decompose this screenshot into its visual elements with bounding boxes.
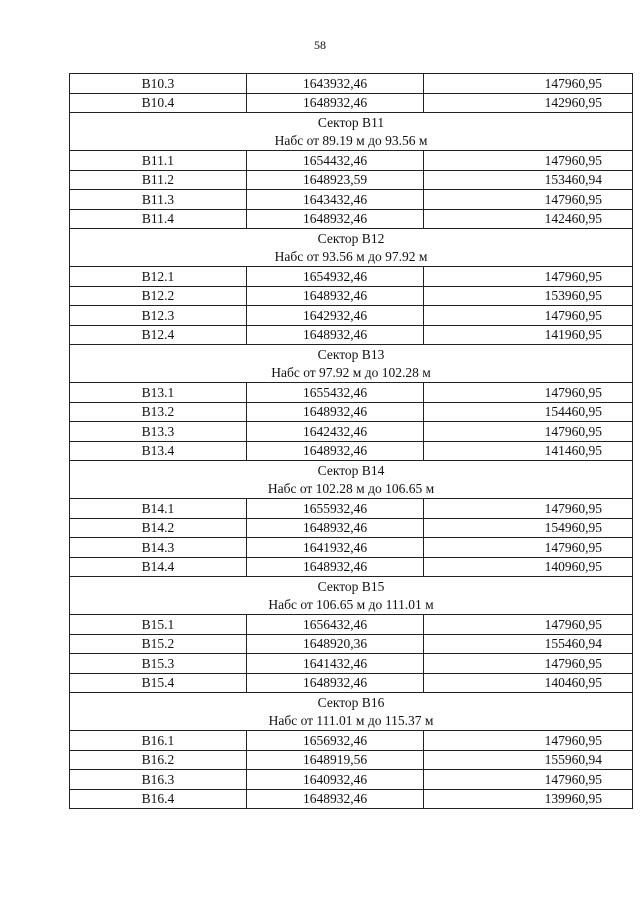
y-coordinate-cell: 141460,95 bbox=[424, 441, 633, 461]
y-coordinate-cell: 153460,94 bbox=[424, 170, 633, 190]
y-coordinate-cell: 147960,95 bbox=[424, 383, 633, 403]
sector-height-range: Набс от 89.19 м до 93.56 м bbox=[70, 132, 633, 151]
y-coordinate-cell: 147960,95 bbox=[424, 615, 633, 635]
point-name-cell: В13.3 bbox=[70, 422, 247, 442]
x-coordinate-cell: 1648932,46 bbox=[247, 402, 424, 422]
table-row bbox=[70, 673, 633, 693]
x-coordinate-cell: 1648932,46 bbox=[247, 673, 424, 693]
x-coordinate-cell: 1642432,46 bbox=[247, 422, 424, 442]
table-row bbox=[70, 151, 633, 171]
table-row bbox=[70, 383, 633, 403]
sector-title: Сектор В15 bbox=[70, 577, 633, 596]
point-name-cell: В12.3 bbox=[70, 306, 247, 326]
y-coordinate-cell: 155960,94 bbox=[424, 750, 633, 770]
x-coordinate-cell: 1654432,46 bbox=[247, 151, 424, 171]
x-coordinate-cell: 1656432,46 bbox=[247, 615, 424, 635]
table-row bbox=[70, 74, 633, 94]
table-row bbox=[70, 770, 633, 790]
table-row bbox=[70, 306, 633, 326]
y-coordinate-cell: 147960,95 bbox=[424, 538, 633, 558]
point-name-cell: В14.1 bbox=[70, 499, 247, 519]
table-row bbox=[70, 422, 633, 442]
point-name-cell: В15.2 bbox=[70, 634, 247, 654]
y-coordinate-cell: 155460,94 bbox=[424, 634, 633, 654]
sector-title-row bbox=[70, 577, 633, 596]
y-coordinate-cell: 147960,95 bbox=[424, 654, 633, 674]
x-coordinate-cell: 1648932,46 bbox=[247, 93, 424, 113]
point-name-cell: В16.4 bbox=[70, 789, 247, 809]
sector-title: Сектор В12 bbox=[70, 229, 633, 248]
table-row bbox=[70, 557, 633, 577]
y-coordinate-cell: 139960,95 bbox=[424, 789, 633, 809]
y-coordinate-cell: 147960,95 bbox=[424, 770, 633, 790]
y-coordinate-cell: 147960,95 bbox=[424, 306, 633, 326]
table-row bbox=[70, 634, 633, 654]
x-coordinate-cell: 1641932,46 bbox=[247, 538, 424, 558]
sector-height-range: Набс от 106.65 м до 111.01 м bbox=[70, 596, 633, 615]
y-coordinate-cell: 142960,95 bbox=[424, 93, 633, 113]
point-name-cell: В10.4 bbox=[70, 93, 247, 113]
point-name-cell: В15.3 bbox=[70, 654, 247, 674]
y-coordinate-cell: 147960,95 bbox=[424, 74, 633, 94]
y-coordinate-cell: 153960,95 bbox=[424, 286, 633, 306]
y-coordinate-cell: 147960,95 bbox=[424, 731, 633, 751]
y-coordinate-cell: 147960,95 bbox=[424, 267, 633, 287]
coordinates-table-body bbox=[70, 74, 633, 809]
table-row bbox=[70, 615, 633, 635]
x-coordinate-cell: 1648932,46 bbox=[247, 557, 424, 577]
sector-height-range: Набс от 97.92 м до 102.28 м bbox=[70, 364, 633, 383]
sector-range-row bbox=[70, 712, 633, 731]
point-name-cell: В16.1 bbox=[70, 731, 247, 751]
table-row bbox=[70, 93, 633, 113]
sector-title: Сектор В16 bbox=[70, 693, 633, 712]
x-coordinate-cell: 1648920,36 bbox=[247, 634, 424, 654]
point-name-cell: В10.3 bbox=[70, 74, 247, 94]
table-row bbox=[70, 789, 633, 809]
table-row bbox=[70, 209, 633, 229]
point-name-cell: В14.4 bbox=[70, 557, 247, 577]
x-coordinate-cell: 1643432,46 bbox=[247, 190, 424, 210]
sector-range-row bbox=[70, 132, 633, 151]
point-name-cell: В13.1 bbox=[70, 383, 247, 403]
sector-height-range: Набс от 102.28 м до 106.65 м bbox=[70, 480, 633, 499]
x-coordinate-cell: 1648919,56 bbox=[247, 750, 424, 770]
page-number: 58 bbox=[314, 38, 326, 52]
table-row bbox=[70, 750, 633, 770]
x-coordinate-cell: 1656932,46 bbox=[247, 731, 424, 751]
sector-range-row bbox=[70, 248, 633, 267]
point-name-cell: В13.4 bbox=[70, 441, 247, 461]
table-row bbox=[70, 499, 633, 519]
point-name-cell: В15.4 bbox=[70, 673, 247, 693]
x-coordinate-cell: 1643932,46 bbox=[247, 74, 424, 94]
coordinates-table bbox=[69, 73, 633, 809]
point-name-cell: В16.2 bbox=[70, 750, 247, 770]
x-coordinate-cell: 1642932,46 bbox=[247, 306, 424, 326]
sector-title-row bbox=[70, 693, 633, 712]
sector-height-range: Набс от 93.56 м до 97.92 м bbox=[70, 248, 633, 267]
point-name-cell: В11.4 bbox=[70, 209, 247, 229]
point-name-cell: В15.1 bbox=[70, 615, 247, 635]
sector-range-row bbox=[70, 480, 633, 499]
table-row bbox=[70, 402, 633, 422]
x-coordinate-cell: 1648932,46 bbox=[247, 518, 424, 538]
sector-title-row bbox=[70, 229, 633, 248]
x-coordinate-cell: 1654932,46 bbox=[247, 267, 424, 287]
table-row bbox=[70, 170, 633, 190]
table-row bbox=[70, 654, 633, 674]
y-coordinate-cell: 140960,95 bbox=[424, 557, 633, 577]
point-name-cell: В11.2 bbox=[70, 170, 247, 190]
y-coordinate-cell: 142460,95 bbox=[424, 209, 633, 229]
x-coordinate-cell: 1641432,46 bbox=[247, 654, 424, 674]
x-coordinate-cell: 1640932,46 bbox=[247, 770, 424, 790]
y-coordinate-cell: 141960,95 bbox=[424, 325, 633, 345]
x-coordinate-cell: 1648923,59 bbox=[247, 170, 424, 190]
x-coordinate-cell: 1655432,46 bbox=[247, 383, 424, 403]
y-coordinate-cell: 140460,95 bbox=[424, 673, 633, 693]
point-name-cell: В12.4 bbox=[70, 325, 247, 345]
point-name-cell: В11.1 bbox=[70, 151, 247, 171]
y-coordinate-cell: 147960,95 bbox=[424, 422, 633, 442]
point-name-cell: В13.2 bbox=[70, 402, 247, 422]
x-coordinate-cell: 1648932,46 bbox=[247, 325, 424, 345]
x-coordinate-cell: 1648932,46 bbox=[247, 789, 424, 809]
point-name-cell: В14.3 bbox=[70, 538, 247, 558]
table-row bbox=[70, 325, 633, 345]
table-row bbox=[70, 538, 633, 558]
table-row bbox=[70, 441, 633, 461]
table-row bbox=[70, 518, 633, 538]
y-coordinate-cell: 147960,95 bbox=[424, 499, 633, 519]
point-name-cell: В11.3 bbox=[70, 190, 247, 210]
point-name-cell: В12.1 bbox=[70, 267, 247, 287]
y-coordinate-cell: 154960,95 bbox=[424, 518, 633, 538]
sector-height-range: Набс от 111.01 м до 115.37 м bbox=[70, 712, 633, 731]
table-row bbox=[70, 190, 633, 210]
point-name-cell: В14.2 bbox=[70, 518, 247, 538]
sector-title: Сектор В14 bbox=[70, 461, 633, 480]
sector-title-row bbox=[70, 345, 633, 364]
y-coordinate-cell: 147960,95 bbox=[424, 151, 633, 171]
sector-title-row bbox=[70, 113, 633, 132]
table-row bbox=[70, 286, 633, 306]
x-coordinate-cell: 1648932,46 bbox=[247, 209, 424, 229]
x-coordinate-cell: 1648932,46 bbox=[247, 441, 424, 461]
sector-title: Сектор В13 bbox=[70, 345, 633, 364]
sector-range-row bbox=[70, 364, 633, 383]
y-coordinate-cell: 154460,95 bbox=[424, 402, 633, 422]
point-name-cell: В12.2 bbox=[70, 286, 247, 306]
y-coordinate-cell: 147960,95 bbox=[424, 190, 633, 210]
sector-title-row bbox=[70, 461, 633, 480]
sector-range-row bbox=[70, 596, 633, 615]
x-coordinate-cell: 1655932,46 bbox=[247, 499, 424, 519]
x-coordinate-cell: 1648932,46 bbox=[247, 286, 424, 306]
point-name-cell: В16.3 bbox=[70, 770, 247, 790]
sector-title: Сектор В11 bbox=[70, 113, 633, 132]
table-row bbox=[70, 731, 633, 751]
table-row bbox=[70, 267, 633, 287]
